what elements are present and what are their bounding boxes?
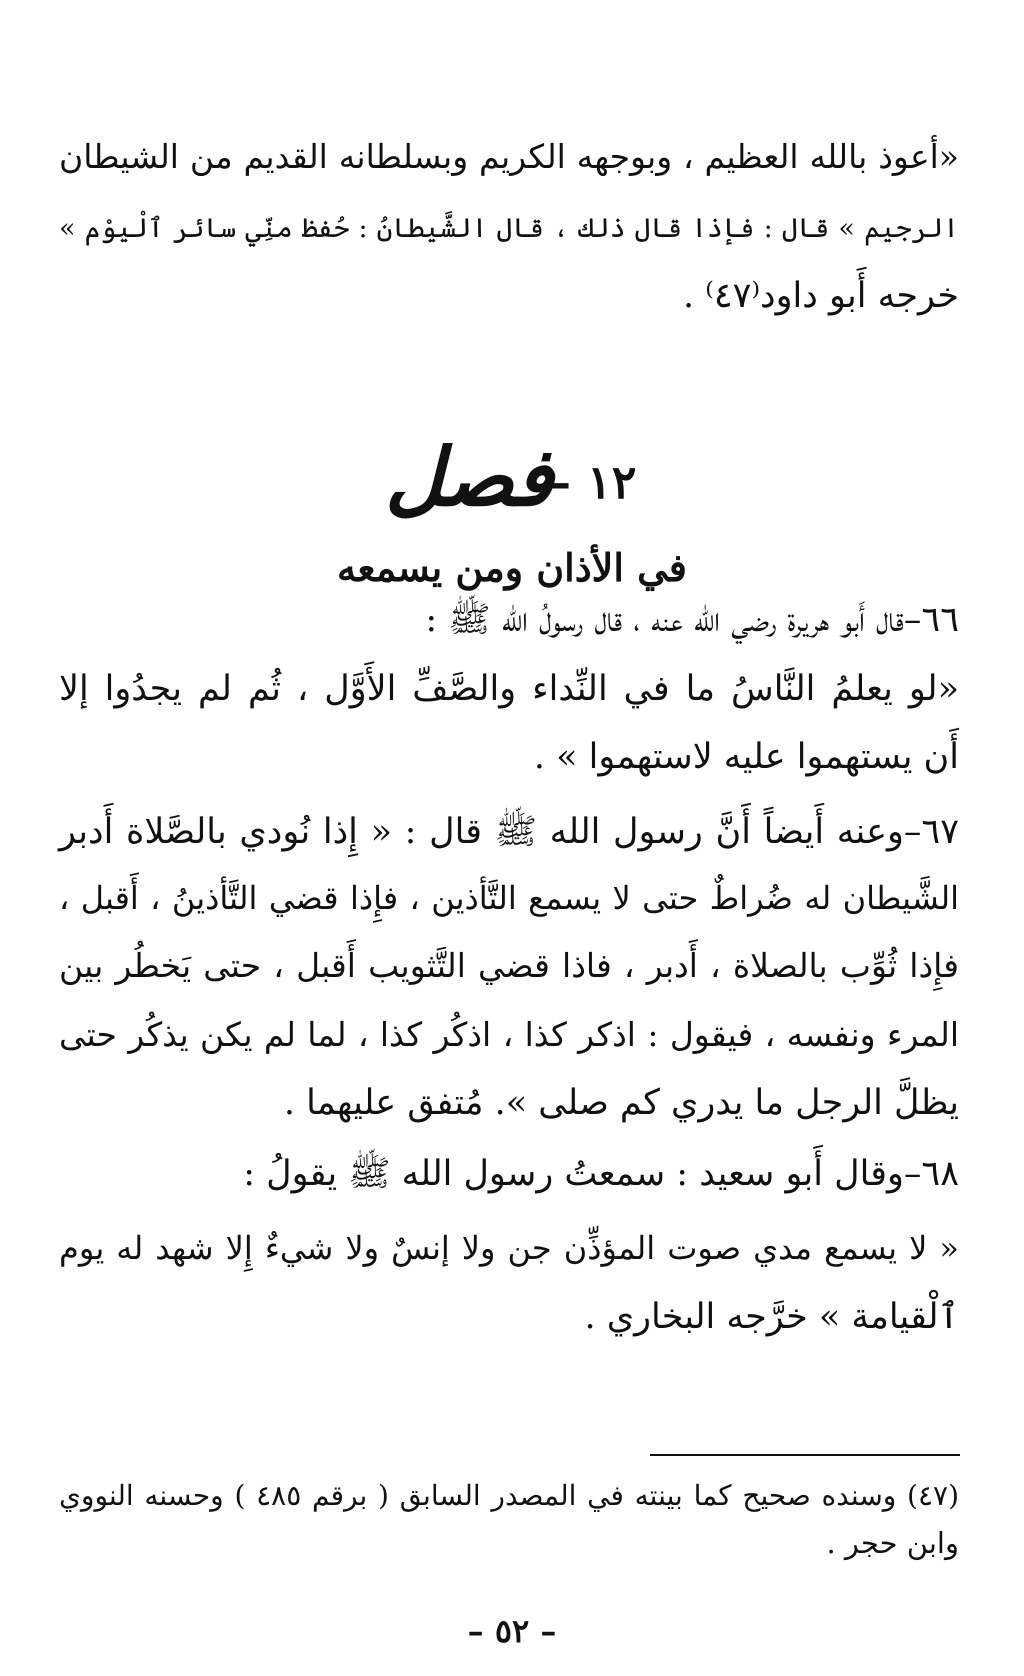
intro-line-2: الرجيم » قال : فإذا قال ذلك ، قال الشَّيطانُ : حُفظ منِّي سائر ٱلْيوْم »: [59, 213, 959, 244]
section-number: ١٢ –: [548, 455, 637, 509]
hadith-67-line-4: المرء ونفسه ، فيقول : اذكر كذا ، اذكُر كذا ، لما لم يكن يذكُر حتى: [59, 1015, 959, 1054]
hadith-66-line-2: «لو يعلمُ النَّاسُ ما في النِّداء والصَّفِّ الأَوَّل ، ثُم لم يجدُوا إلا: [59, 669, 959, 709]
hadith-68-line-2: « لا يسمع مدي صوت المؤذِّن جن ولا إنسٌ ولا شيءٌ إِلا شهد له يوم: [59, 1229, 959, 1267]
section-title: فصل: [385, 430, 554, 524]
section-subtitle: في الأذان ومن يسمعه: [337, 545, 687, 590]
intro-line-3: خرجه أَبو داود⁽٤٧⁾ .: [682, 276, 959, 316]
hadith-67-line-5: يظلَّ الرجل ما يدري كم صلى ». مُتفق عليهما .: [283, 1083, 959, 1123]
hadith-68-line-1: ٦٨–وقال أَبو سعيد : سمعتُ رسول الله ﷺ يقولُ :: [243, 1154, 959, 1194]
page-number: – ٥٢ –: [467, 1612, 557, 1650]
hadith-68-line-3: ٱلْقيامة » خرَّجه البخاري .: [584, 1297, 959, 1337]
hadith-66-line-3: أَن يستهموا عليه لاستهموا » .: [533, 737, 959, 777]
intro-line-1: «أعوذ بالله العظيم ، وبوجهه الكريم وبسلطانه القديم من الشيطان: [59, 137, 959, 176]
footnote-line-1: (٤٧) وسنده صحيح كما بينته في المصدر السابق ( برقم ٤٨٥ ) وحسنه النووي: [59, 1479, 959, 1512]
hadith-67-line-3: فإِذا ثُوِّب بالصلاة ، أَدبر ، فاذا قضي التَّثويب أَقبل ، حتى يَخطُر بين: [59, 946, 959, 985]
hadith-66-line-1: ٦٦–قال أَبو هريرة رضي الله عنه ، قال رسولُ الله ﷺ :: [425, 600, 959, 640]
footnote-line-2: وابن حجر .: [826, 1526, 959, 1560]
hadith-67-line-2: الشَّيطان له ضُراطٌ حتى لا يسمع التَّأذين ، فإِذا قضي التَّأذينُ ، أَقبل ،: [59, 879, 960, 917]
footnote-separator: [650, 1454, 960, 1456]
hadith-67-line-1: ٦٧–وعنه أَيضاً أَنَّ رسول الله ﷺ قال : « إِذا نُودي بالصَّلاة أَدبر: [59, 812, 959, 852]
